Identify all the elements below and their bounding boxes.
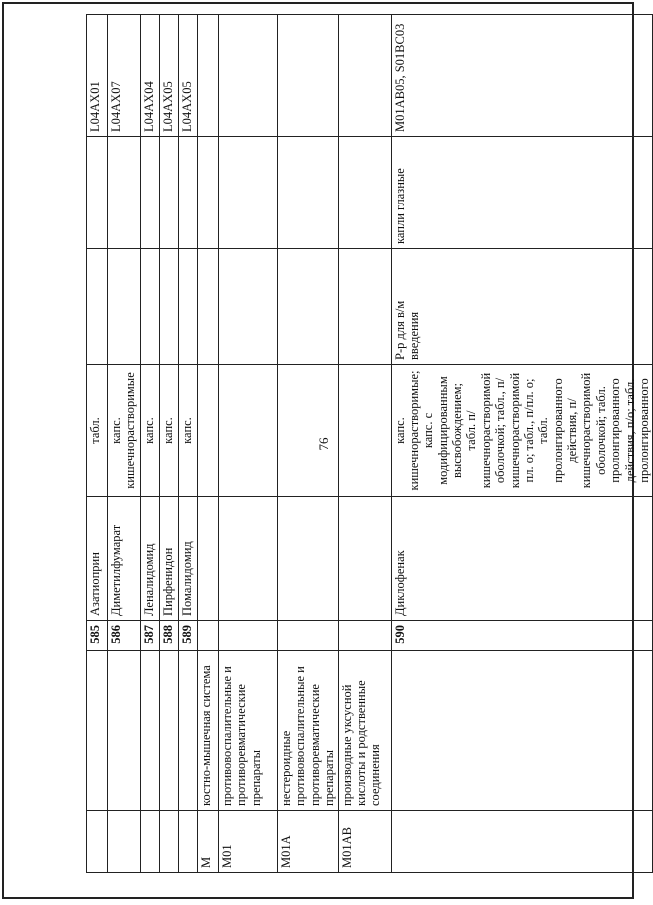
- cell-route: [278, 249, 339, 365]
- cell-dosage-form: [219, 365, 278, 497]
- cell-code: [179, 811, 198, 873]
- cell-group: нестероидные противовоспалительные и противоревматические препараты: [278, 651, 339, 811]
- cell-extra-form: [338, 137, 391, 249]
- cell-atc-code: M01AB05, S01BC03: [391, 15, 653, 137]
- page-number: 76: [316, 437, 331, 451]
- table-row: [278, 15, 339, 873]
- cell-extra-form: [160, 137, 179, 249]
- table-row: [219, 15, 278, 873]
- cell-route: [160, 249, 179, 365]
- cell-number: [198, 621, 219, 651]
- cell-group: [160, 651, 179, 811]
- cell-group: производные уксусной кислоты и родственные соединения: [338, 651, 391, 811]
- cell-dosage-form: табл.: [87, 365, 108, 497]
- table-row: [198, 15, 219, 873]
- cell-group: [87, 651, 108, 811]
- cell-code: M01AB: [338, 811, 391, 873]
- cell-atc-code: L04AX05: [160, 15, 179, 137]
- cell-route: [108, 249, 141, 365]
- cell-group: [391, 651, 653, 811]
- cell-number: [219, 621, 278, 651]
- cell-drug-name: Пирфенидон: [160, 497, 179, 621]
- cell-number: 590: [391, 621, 653, 651]
- cell-drug-name: Помалидомид: [179, 497, 198, 621]
- cell-group: [179, 651, 198, 811]
- cell-extra-form: [108, 137, 141, 249]
- cell-dosage-form: [198, 365, 219, 497]
- cell-group: [141, 651, 160, 811]
- cell-group: противовоспалительные и противоревматические препараты: [219, 651, 278, 811]
- cell-code: M01: [219, 811, 278, 873]
- cell-route: [179, 249, 198, 365]
- cell-number: [278, 621, 339, 651]
- cell-code: [160, 811, 179, 873]
- table-row: [160, 15, 179, 873]
- cell-drug-name: [219, 497, 278, 621]
- cell-atc-code: L04AX04: [141, 15, 160, 137]
- cell-atc-code: [338, 15, 391, 137]
- cell-drug-name: [338, 497, 391, 621]
- cell-route: [219, 249, 278, 365]
- cell-extra-form: [87, 137, 108, 249]
- cell-atc-code: [219, 15, 278, 137]
- cell-route: Р-р для в/м введения: [391, 249, 653, 365]
- rotated-table-container: [86, 15, 651, 873]
- cell-route: [198, 249, 219, 365]
- drug-table: [86, 14, 653, 873]
- cell-route: [141, 249, 160, 365]
- cell-extra-form: [219, 137, 278, 249]
- cell-drug-name: Азатиоприн: [87, 497, 108, 621]
- cell-atc-code: L04AX01: [87, 15, 108, 137]
- cell-extra-form: [141, 137, 160, 249]
- cell-number: 585: [87, 621, 108, 651]
- cell-atc-code: L04AX07: [108, 15, 141, 137]
- cell-number: [338, 621, 391, 651]
- cell-extra-form: [179, 137, 198, 249]
- cell-dosage-form: капс. кишечнорастворимые; капс. с модифицированным высвобождением; табл. п/кишечнорастворимой оболочкой; табл., п/кишечнорастворимой пл. о; табл., п/пл. о; табл. пролонгированного действия, п/кишечнорастворимой оболочкой; табл. пролонгированного действия, п/о; табл. пролонгированного: [391, 365, 653, 497]
- cell-extra-form: капли глазные: [391, 137, 653, 249]
- cell-dosage-form: капс.: [160, 365, 179, 497]
- cell-code: [391, 811, 653, 873]
- cell-code: [141, 811, 160, 873]
- cell-dosage-form: капс.: [141, 365, 160, 497]
- table-row: [179, 15, 198, 873]
- table-row: [108, 15, 141, 873]
- cell-route: [338, 249, 391, 365]
- table-row: [87, 15, 108, 873]
- cell-dosage-form: [338, 365, 391, 497]
- cell-code: M01A: [278, 811, 339, 873]
- cell-drug-name: Леналидомид: [141, 497, 160, 621]
- cell-atc-code: L04AX05: [179, 15, 198, 137]
- table-row: [391, 15, 653, 873]
- cell-group: костно-мышечная система: [198, 651, 219, 811]
- cell-extra-form: [198, 137, 219, 249]
- table-row: [141, 15, 160, 873]
- cell-code: M: [198, 811, 219, 873]
- cell-number: 589: [179, 621, 198, 651]
- cell-drug-name: [198, 497, 219, 621]
- cell-number: 586: [108, 621, 141, 651]
- table-row: [338, 15, 391, 873]
- cell-code: [108, 811, 141, 873]
- cell-dosage-form: капс.: [179, 365, 198, 497]
- cell-atc-code: [198, 15, 219, 137]
- cell-drug-name: [278, 497, 339, 621]
- cell-drug-name: Диметилфумарат: [108, 497, 141, 621]
- cell-group: [108, 651, 141, 811]
- cell-route: [87, 249, 108, 365]
- cell-dosage-form: капс. кишечнорастворимые: [108, 365, 141, 497]
- cell-dosage-form: [278, 365, 339, 497]
- cell-number: 587: [141, 621, 160, 651]
- cell-number: 588: [160, 621, 179, 651]
- cell-code: [87, 811, 108, 873]
- cell-extra-form: [278, 137, 339, 249]
- cell-atc-code: [278, 15, 339, 137]
- cell-drug-name: Диклофенак: [391, 497, 653, 621]
